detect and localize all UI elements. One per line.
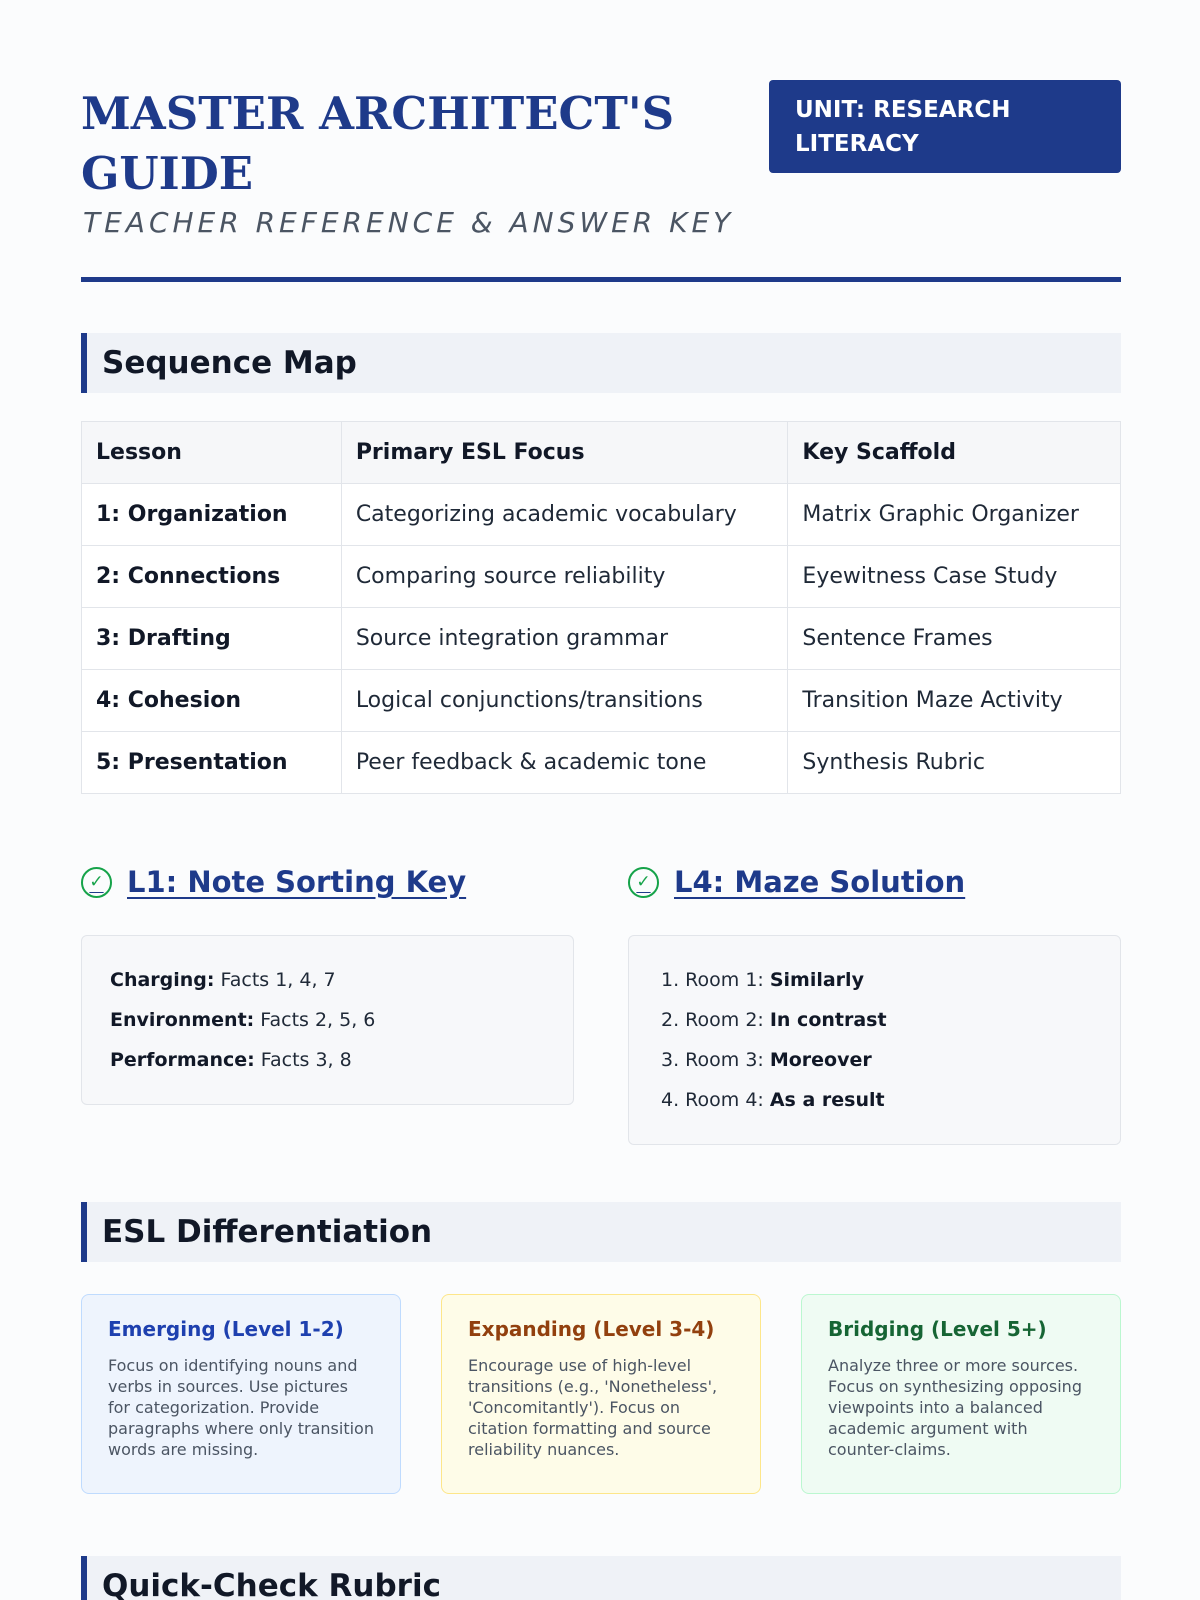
- list-item: [661, 960, 1092, 1000]
- maze-solution-key-link[interactable]: [628, 862, 965, 902]
- lesson-cell: 2: Connections: [82, 546, 342, 608]
- room-answer: In contrast: [769, 1009, 887, 1031]
- list-item: [661, 1000, 1092, 1040]
- unit-badge: UNIT: RESEARCH LITERACY: [769, 80, 1121, 173]
- table-row: [82, 546, 1121, 608]
- check-circle-icon: ✓: [628, 867, 659, 898]
- lesson-cell: 1: Organization: [82, 484, 342, 546]
- scaffold-cell: Eyewitness Case Study: [788, 546, 1121, 608]
- room-label: 3. Room 3:: [661, 1049, 770, 1071]
- table-row: [82, 608, 1121, 670]
- card-title: Expanding (Level 3-4): [468, 1317, 715, 1341]
- category-label: Environment:: [110, 1009, 255, 1031]
- guide-header: [81, 0, 1121, 282]
- category-label: Charging:: [110, 969, 215, 991]
- sequence-map-table: [81, 421, 1121, 794]
- note-sorting-key-title: L1: Note Sorting Key: [127, 865, 467, 899]
- room-label: 4. Room 4:: [661, 1089, 770, 1111]
- lesson-cell: 5: Presentation: [82, 732, 342, 794]
- focus-cell: Peer feedback & academic tone: [341, 732, 788, 794]
- scaffold-cell: Synthesis Rubric: [788, 732, 1121, 794]
- lesson-cell: 4: Cohesion: [82, 670, 342, 732]
- check-circle-icon: ✓: [81, 867, 112, 898]
- table-header-row: [82, 422, 1121, 484]
- scaffold-cell: Matrix Graphic Organizer: [788, 484, 1121, 546]
- section-heading-quick-check-rubric: Quick-Check Rubric: [81, 1556, 1121, 1600]
- note-sorting-key-link[interactable]: [81, 862, 466, 902]
- table-row: [82, 670, 1121, 732]
- note-sorting-key-box: [81, 935, 574, 1105]
- room-answer: Moreover: [769, 1049, 872, 1071]
- card-text: Encourage use of high-level transitions (e.g., 'Nonetheless', 'Concomitantly'). Focus on citation formatting and source reliability nuances.: [468, 1356, 718, 1459]
- card-title: Emerging (Level 1-2): [108, 1317, 344, 1341]
- card-text: Analyze three or more sources. Focus on synthesizing opposing viewpoints into a balanced academic argument with counter-claims.: [828, 1356, 1082, 1459]
- table-row: [82, 732, 1121, 794]
- maze-solution-key-box: [628, 935, 1121, 1145]
- section-heading-sequence-map: Sequence Map: [81, 333, 1121, 393]
- column-header-lesson: Lesson: [82, 422, 342, 484]
- category-facts: Facts 3, 8: [254, 1049, 352, 1071]
- column-header-scaffold: Key Scaffold: [788, 422, 1121, 484]
- focus-cell: Source integration grammar: [341, 608, 788, 670]
- table-row: [82, 484, 1121, 546]
- expanding-level-card: [441, 1294, 761, 1494]
- card-text: Focus on identifying nouns and verbs in sources. Use pictures for categorization. Provide paragraphs where only transition words are missing.: [108, 1356, 374, 1459]
- room-answer: Similarly: [769, 969, 864, 991]
- focus-cell: Logical conjunctions/transitions: [341, 670, 788, 732]
- page-title: MASTER ARCHITECT'S GUIDE: [81, 87, 675, 200]
- focus-cell: Categorizing academic vocabulary: [341, 484, 788, 546]
- teacher-guide-page: [81, 0, 1121, 1600]
- scaffold-cell: Sentence Frames: [788, 608, 1121, 670]
- page-subtitle: TEACHER REFERENCE & ANSWER KEY: [83, 206, 735, 239]
- room-answer: As a result: [769, 1089, 885, 1111]
- focus-cell: Comparing source reliability: [341, 546, 788, 608]
- column-header-focus: Primary ESL Focus: [341, 422, 788, 484]
- bridging-level-card: [801, 1294, 1121, 1494]
- card-title: Bridging (Level 5+): [828, 1317, 1047, 1341]
- list-item: [661, 1040, 1092, 1080]
- category-facts: Facts 2, 5, 6: [254, 1009, 376, 1031]
- room-label: 2. Room 2:: [661, 1009, 770, 1031]
- list-item: [110, 1040, 545, 1080]
- section-heading-esl-differentiation: ESL Differentiation: [81, 1202, 1121, 1262]
- emerging-level-card: [81, 1294, 401, 1494]
- list-item: [661, 1080, 1092, 1120]
- list-item: [110, 960, 545, 1000]
- list-item: [110, 1000, 545, 1040]
- lesson-cell: 3: Drafting: [82, 608, 342, 670]
- room-label: 1. Room 1:: [661, 969, 770, 991]
- category-label: Performance:: [110, 1049, 255, 1071]
- scaffold-cell: Transition Maze Activity: [788, 670, 1121, 732]
- maze-solution-key-title: L4: Maze Solution: [674, 865, 966, 899]
- category-facts: Facts 1, 4, 7: [214, 969, 336, 991]
